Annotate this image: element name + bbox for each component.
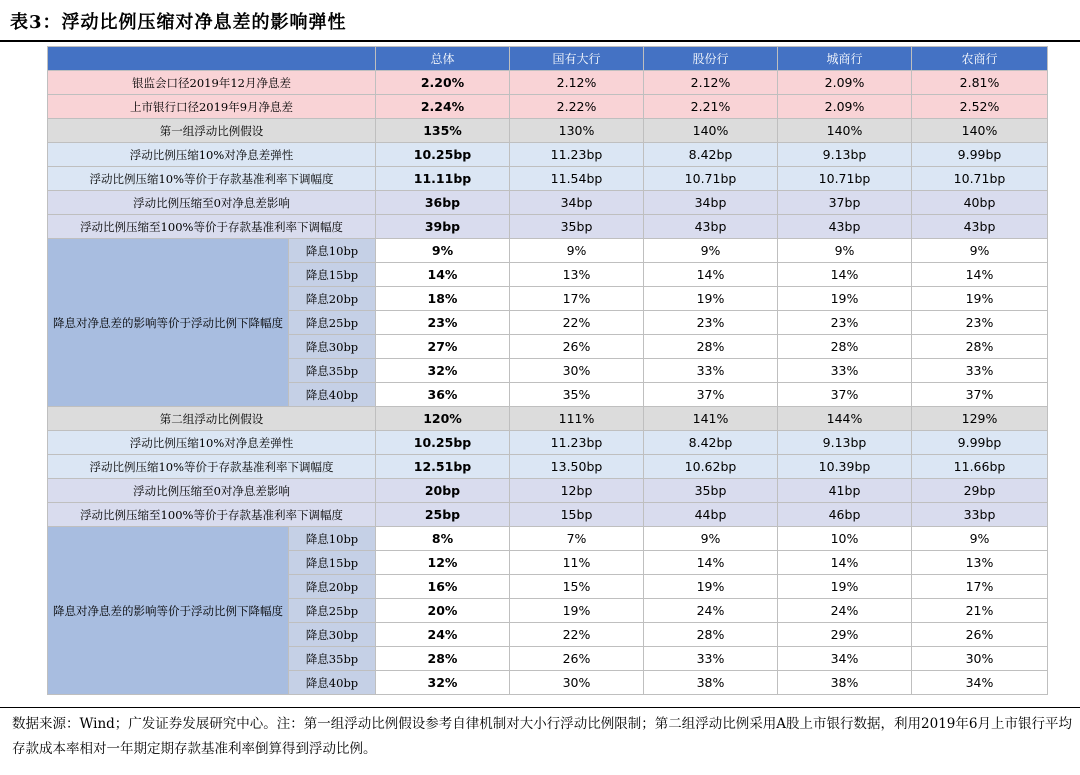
value-cell: 2.24% <box>376 95 510 119</box>
header-cell-state-banks: 国有大行 <box>510 47 644 71</box>
table-row <box>48 455 1048 479</box>
source-note: 数据来源：Wind；广发证券发展研究中心。注：第一组浮动比例假设参考自律机制对大小行浮动比例限制；第二组浮动比例采用A股上市银行数据，利用2019年6月上市银行平均存款成本率相对一年期定期存款基准利率倒算得到浮动比例。 <box>12 716 1072 757</box>
row-label: 第一组浮动比例假设 <box>48 119 376 143</box>
row-label: 银监会口径2019年12月净息差 <box>48 71 376 95</box>
value-cell: 35bp <box>510 215 644 239</box>
value-cell: 19% <box>510 599 644 623</box>
table-row <box>48 431 1048 455</box>
value-cell: 40bp <box>912 191 1048 215</box>
rate-cut-label: 降息15bp <box>289 551 376 575</box>
value-cell: 2.81% <box>912 71 1048 95</box>
value-cell: 8% <box>376 527 510 551</box>
value-cell: 19% <box>778 287 912 311</box>
value-cell: 39bp <box>376 215 510 239</box>
value-cell: 26% <box>912 623 1048 647</box>
value-cell: 10% <box>778 527 912 551</box>
value-cell: 28% <box>644 335 778 359</box>
rate-cut-label: 降息40bp <box>289 671 376 695</box>
value-cell: 17% <box>510 287 644 311</box>
value-cell: 9% <box>644 527 778 551</box>
value-cell: 8.42bp <box>644 431 778 455</box>
rate-cut-label: 降息20bp <box>289 287 376 311</box>
value-cell: 35% <box>510 383 644 407</box>
header-cell-joint-stock: 股份行 <box>644 47 778 71</box>
value-cell: 129% <box>912 407 1048 431</box>
header-cell-blank <box>48 47 376 71</box>
value-cell: 28% <box>644 623 778 647</box>
value-cell: 130% <box>510 119 644 143</box>
value-cell: 9% <box>912 239 1048 263</box>
value-cell: 41bp <box>778 479 912 503</box>
value-cell: 11.11bp <box>376 167 510 191</box>
value-cell: 34% <box>912 671 1048 695</box>
table-row <box>48 191 1048 215</box>
table-row <box>48 479 1048 503</box>
value-cell: 12.51bp <box>376 455 510 479</box>
table-title: 表3：浮动比例压缩对净息差的影响弹性 <box>10 12 347 33</box>
value-cell: 38% <box>644 671 778 695</box>
value-cell: 140% <box>912 119 1048 143</box>
value-cell: 36bp <box>376 191 510 215</box>
value-cell: 2.12% <box>510 71 644 95</box>
value-cell: 32% <box>376 359 510 383</box>
value-cell: 111% <box>510 407 644 431</box>
value-cell: 14% <box>644 263 778 287</box>
value-cell: 7% <box>510 527 644 551</box>
table-row <box>48 95 1048 119</box>
value-cell: 37% <box>778 383 912 407</box>
value-cell: 43bp <box>778 215 912 239</box>
value-cell: 9.13bp <box>778 431 912 455</box>
value-cell: 43bp <box>644 215 778 239</box>
header-cell-rural-banks: 农商行 <box>912 47 1048 71</box>
value-cell: 33% <box>912 359 1048 383</box>
rate-cut-label: 降息20bp <box>289 575 376 599</box>
value-cell: 28% <box>778 335 912 359</box>
value-cell: 24% <box>778 599 912 623</box>
value-cell: 36% <box>376 383 510 407</box>
value-cell: 19% <box>644 287 778 311</box>
title-divider <box>0 40 1080 42</box>
table-row <box>48 407 1048 431</box>
impact-row <box>48 527 1048 551</box>
value-cell: 19% <box>778 575 912 599</box>
value-cell: 23% <box>778 311 912 335</box>
value-cell: 9% <box>644 239 778 263</box>
value-cell: 2.12% <box>644 71 778 95</box>
table-row <box>48 119 1048 143</box>
value-cell: 9% <box>510 239 644 263</box>
row-label: 浮动比例压缩10%对净息差弹性 <box>48 143 376 167</box>
value-cell: 2.09% <box>778 71 912 95</box>
value-cell: 43bp <box>912 215 1048 239</box>
value-cell: 11.23bp <box>510 431 644 455</box>
table-row <box>48 215 1048 239</box>
value-cell: 14% <box>778 263 912 287</box>
rate-cut-label: 降息30bp <box>289 623 376 647</box>
value-cell: 28% <box>912 335 1048 359</box>
value-cell: 23% <box>912 311 1048 335</box>
table-row <box>48 143 1048 167</box>
source-divider <box>0 707 1080 708</box>
rate-cut-label: 降息35bp <box>289 647 376 671</box>
value-cell: 20% <box>376 599 510 623</box>
value-cell: 11.66bp <box>912 455 1048 479</box>
table-row <box>48 503 1048 527</box>
value-cell: 24% <box>644 599 778 623</box>
value-cell: 15bp <box>510 503 644 527</box>
value-cell: 10.62bp <box>644 455 778 479</box>
value-cell: 35bp <box>644 479 778 503</box>
value-cell: 14% <box>912 263 1048 287</box>
value-cell: 9.13bp <box>778 143 912 167</box>
value-cell: 2.22% <box>510 95 644 119</box>
value-cell: 9% <box>778 239 912 263</box>
value-cell: 33bp <box>912 503 1048 527</box>
value-cell: 2.52% <box>912 95 1048 119</box>
value-cell: 28% <box>376 647 510 671</box>
table-row <box>48 167 1048 191</box>
value-cell: 17% <box>912 575 1048 599</box>
rate-cut-label: 降息30bp <box>289 335 376 359</box>
value-cell: 12bp <box>510 479 644 503</box>
value-cell: 11% <box>510 551 644 575</box>
value-cell: 10.71bp <box>912 167 1048 191</box>
value-cell: 12% <box>376 551 510 575</box>
value-cell: 37% <box>644 383 778 407</box>
value-cell: 30% <box>510 671 644 695</box>
impact-row <box>48 239 1048 263</box>
value-cell: 9% <box>912 527 1048 551</box>
value-cell: 38% <box>778 671 912 695</box>
value-cell: 24% <box>376 623 510 647</box>
header-row <box>48 47 1048 71</box>
value-cell: 2.21% <box>644 95 778 119</box>
value-cell: 9.99bp <box>912 431 1048 455</box>
value-cell: 26% <box>510 647 644 671</box>
rate-cut-label: 降息25bp <box>289 311 376 335</box>
value-cell: 33% <box>644 359 778 383</box>
value-cell: 19% <box>644 575 778 599</box>
header-cell-city-banks: 城商行 <box>778 47 912 71</box>
value-cell: 14% <box>376 263 510 287</box>
value-cell: 10.39bp <box>778 455 912 479</box>
rate-cut-label: 降息10bp <box>289 527 376 551</box>
value-cell: 140% <box>778 119 912 143</box>
value-cell: 18% <box>376 287 510 311</box>
value-cell: 37% <box>912 383 1048 407</box>
value-cell: 25bp <box>376 503 510 527</box>
value-cell: 120% <box>376 407 510 431</box>
value-cell: 11.54bp <box>510 167 644 191</box>
value-cell: 19% <box>912 287 1048 311</box>
value-cell: 15% <box>510 575 644 599</box>
impact-group-label: 降息对净息差的影响等价于浮动比例下降幅度 <box>48 239 289 407</box>
value-cell: 21% <box>912 599 1048 623</box>
value-cell: 11.23bp <box>510 143 644 167</box>
value-cell: 46bp <box>778 503 912 527</box>
value-cell: 10.71bp <box>644 167 778 191</box>
value-cell: 10.25bp <box>376 143 510 167</box>
table-row <box>48 71 1048 95</box>
value-cell: 30% <box>912 647 1048 671</box>
table-body <box>48 71 1048 695</box>
value-cell: 2.09% <box>778 95 912 119</box>
value-cell: 23% <box>376 311 510 335</box>
value-cell: 141% <box>644 407 778 431</box>
value-cell: 33% <box>778 359 912 383</box>
value-cell: 32% <box>376 671 510 695</box>
value-cell: 10.25bp <box>376 431 510 455</box>
row-label: 浮动比例压缩10%等价于存款基准利率下调幅度 <box>48 167 376 191</box>
row-label: 浮动比例压缩至100%等价于存款基准利率下调幅度 <box>48 215 376 239</box>
value-cell: 34% <box>778 647 912 671</box>
rate-cut-label: 降息25bp <box>289 599 376 623</box>
value-cell: 16% <box>376 575 510 599</box>
value-cell: 9.99bp <box>912 143 1048 167</box>
value-cell: 29bp <box>912 479 1048 503</box>
value-cell: 22% <box>510 311 644 335</box>
value-cell: 26% <box>510 335 644 359</box>
value-cell: 29% <box>778 623 912 647</box>
value-cell: 22% <box>510 623 644 647</box>
value-cell: 8.42bp <box>644 143 778 167</box>
row-label: 浮动比例压缩至0对净息差影响 <box>48 479 376 503</box>
value-cell: 14% <box>778 551 912 575</box>
value-cell: 20bp <box>376 479 510 503</box>
row-label: 浮动比例压缩10%对净息差弹性 <box>48 431 376 455</box>
value-cell: 23% <box>644 311 778 335</box>
value-cell: 30% <box>510 359 644 383</box>
value-cell: 34bp <box>644 191 778 215</box>
rate-cut-label: 降息15bp <box>289 263 376 287</box>
value-cell: 13% <box>510 263 644 287</box>
value-cell: 144% <box>778 407 912 431</box>
impact-group-label: 降息对净息差的影响等价于浮动比例下降幅度 <box>48 527 289 695</box>
row-label: 浮动比例压缩10%等价于存款基准利率下调幅度 <box>48 455 376 479</box>
value-cell: 13.50bp <box>510 455 644 479</box>
rate-cut-label: 降息10bp <box>289 239 376 263</box>
row-label: 第二组浮动比例假设 <box>48 407 376 431</box>
value-cell: 44bp <box>644 503 778 527</box>
value-cell: 10.71bp <box>778 167 912 191</box>
value-cell: 140% <box>644 119 778 143</box>
value-cell: 135% <box>376 119 510 143</box>
net-interest-margin-table <box>47 46 1048 695</box>
rate-cut-label: 降息40bp <box>289 383 376 407</box>
value-cell: 9% <box>376 239 510 263</box>
value-cell: 14% <box>644 551 778 575</box>
value-cell: 34bp <box>510 191 644 215</box>
value-cell: 33% <box>644 647 778 671</box>
row-label: 浮动比例压缩至0对净息差影响 <box>48 191 376 215</box>
value-cell: 37bp <box>778 191 912 215</box>
row-label: 上市银行口径2019年9月净息差 <box>48 95 376 119</box>
value-cell: 27% <box>376 335 510 359</box>
value-cell: 2.20% <box>376 71 510 95</box>
rate-cut-label: 降息35bp <box>289 359 376 383</box>
row-label: 浮动比例压缩至100%等价于存款基准利率下调幅度 <box>48 503 376 527</box>
value-cell: 13% <box>912 551 1048 575</box>
header-cell-overall: 总体 <box>376 47 510 71</box>
